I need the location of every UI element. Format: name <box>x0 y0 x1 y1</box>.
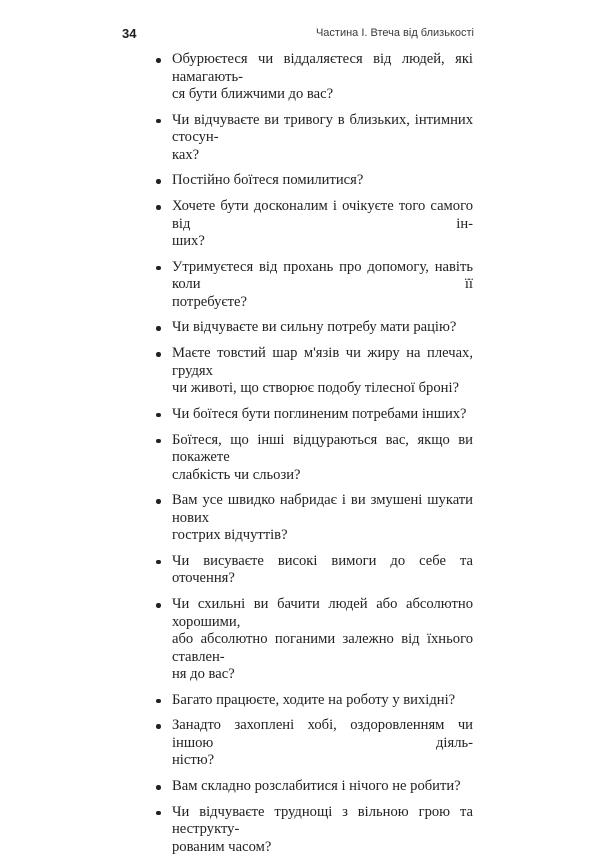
list-item-line: ся бути ближчими до вас? <box>172 86 334 102</box>
bullet-icon <box>156 179 161 184</box>
list-item <box>172 172 473 190</box>
list-item <box>172 198 473 251</box>
list-item-line: Утримуєтеся від прохань про допомогу, навіть коли її <box>172 258 473 293</box>
list-item <box>172 778 473 796</box>
list-item-line: Чи боїтеся бути поглиненим потребами інших? <box>172 405 467 422</box>
list-item-line: ня до вас? <box>172 666 235 683</box>
list-item-line: Хочете бути досконалим і очікуєте того самого від ін- <box>172 198 473 232</box>
list-item <box>172 112 473 165</box>
list-item <box>172 692 473 710</box>
question-list <box>0 51 600 865</box>
list-item-line: Маєте товстий шар м'язів чи жиру на плечах, грудях <box>172 345 473 379</box>
list-item-line: гострих відчуттів? <box>172 527 288 544</box>
bullet-icon <box>156 58 161 63</box>
list-item-line: чи животі, що створює подобу тілесної броні? <box>172 380 459 397</box>
bullet-icon <box>156 352 161 357</box>
list-item-line: Чи схильні ви бачити людей або абсолютно хорошими, <box>172 596 473 630</box>
list-item-line: слабкість чи сльози? <box>172 466 301 483</box>
list-item <box>172 319 473 337</box>
list-item <box>172 492 473 545</box>
list-item-line: Чи відчуваєте ви тривогу в близьких, інтимних стосун- <box>172 111 473 146</box>
page-header <box>0 26 600 46</box>
bullet-icon <box>156 326 161 331</box>
list-item-line: Чи відчуваєте ви сильну потребу мати рацію? <box>172 319 457 336</box>
list-item-line: Постійно боїтеся помилитися? <box>172 172 364 189</box>
bullet-icon <box>156 603 161 608</box>
list-item-line: Вам складно розслабитися і нічого не робити? <box>172 778 461 795</box>
bullet-icon <box>156 266 161 271</box>
running-head: Частина I. Втеча від близькості <box>315 27 474 39</box>
list-item-line: потребуєте? <box>172 293 248 310</box>
bullet-icon <box>156 413 161 418</box>
bullet-icon <box>156 699 161 704</box>
bullet-icon <box>156 785 161 790</box>
bullet-icon <box>156 439 161 444</box>
list-item <box>172 345 473 398</box>
list-item-line: ках? <box>172 146 200 163</box>
list-item-line: рованим часом? <box>172 838 272 855</box>
list-item-line: Обурюєтеся чи віддаляєтеся від людей, які намагають- <box>172 51 473 85</box>
bullet-icon <box>156 724 161 729</box>
list-item-line: Боїтеся, що інші відцураються вас, якщо ви покажете <box>172 431 473 465</box>
list-item <box>172 432 473 485</box>
list-item <box>172 51 473 104</box>
bullet-icon <box>156 119 161 124</box>
list-item-line: Вам усе швидко набридає і ви змушені шукати нових <box>172 492 473 526</box>
list-item-line: або абсолютно поганими залежно від їхнього ставлен- <box>172 631 473 665</box>
list-item <box>172 717 473 770</box>
list-item <box>172 804 473 857</box>
list-item-line: Багато працюєте, ходите на роботу у вихідні? <box>172 691 456 708</box>
list-item-line: Чи відчуваєте труднощі з вільною грою та неструкту- <box>172 803 473 838</box>
list-item-line: ністю? <box>172 752 215 769</box>
list-item <box>172 406 473 424</box>
bullet-icon <box>156 205 161 210</box>
bullet-icon <box>156 499 161 504</box>
list-item <box>172 596 473 684</box>
bullet-icon <box>156 811 161 816</box>
list-item <box>172 553 473 588</box>
page-number: 34 <box>122 26 137 41</box>
list-item-line: Занадто захоплені хобі, оздоровленням чи іншою діяль- <box>172 717 473 751</box>
bullet-icon <box>156 560 161 565</box>
list-item-line: ших? <box>172 233 205 250</box>
list-item-line: Чи висуваєте високі вимоги до себе та оточення? <box>172 552 473 587</box>
list-item <box>172 259 473 312</box>
